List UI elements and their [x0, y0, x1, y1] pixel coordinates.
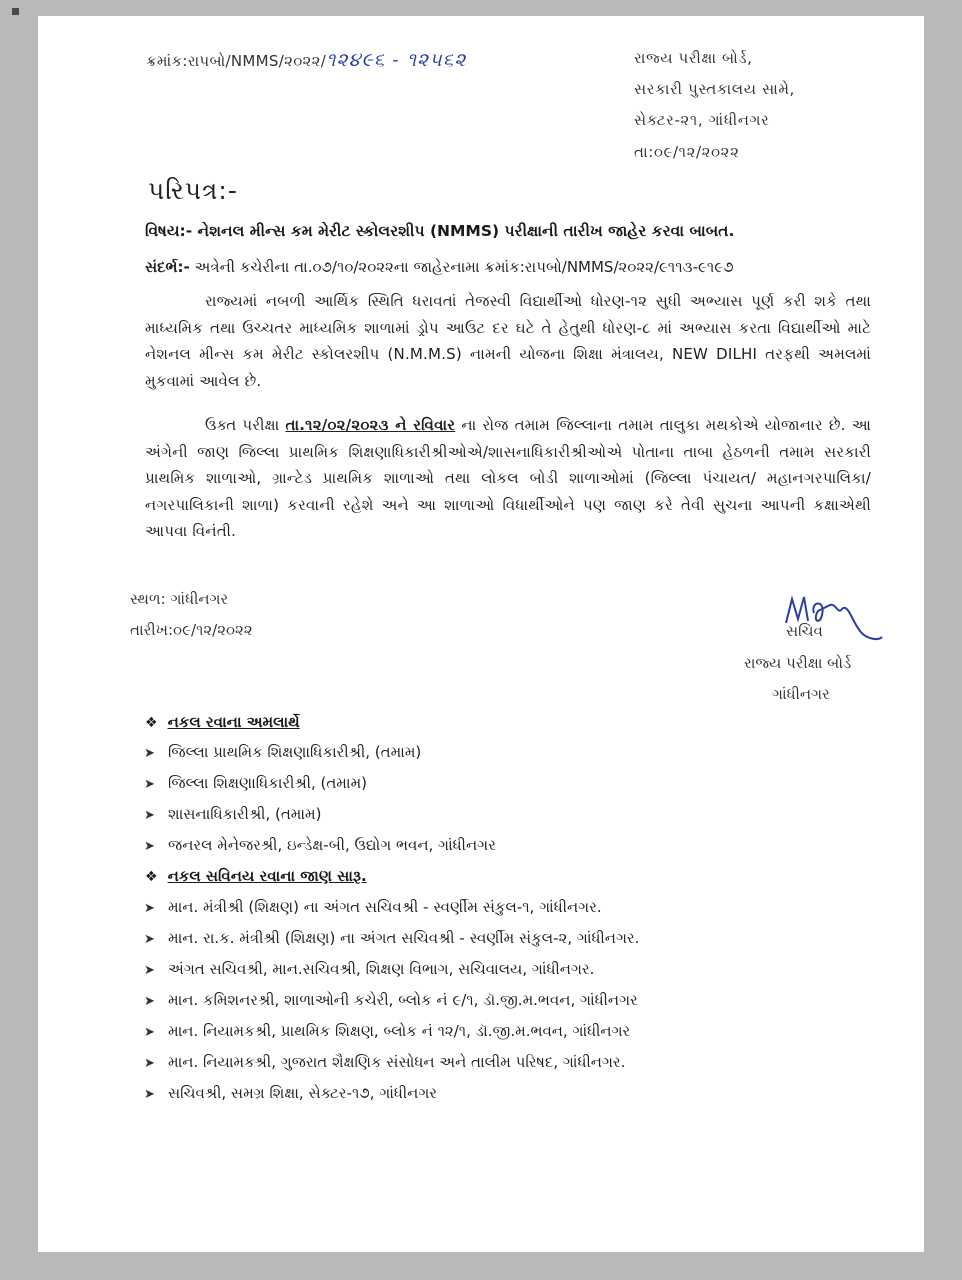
document-page: [38, 16, 924, 1252]
reference-handwritten: ૧૨૪૯૬ - ૧૨૫૬૨: [326, 49, 467, 71]
reference-printed: ક્રમાંક:રાપબો/NMMS/૨૦૨૨/: [146, 52, 327, 70]
list-item: [144, 1022, 630, 1040]
reference-label: સંદર્ભ:-: [145, 258, 190, 276]
paragraph-2-post: ના રોજ તમામ જિલ્લાના તમામ તાલુકા મથકોએ યોજાનાર છે. આ અંગેની જાણ જિલ્લા પ્રાથમિક શિક્ષણાધિકારીશ્રીઓએ/શાસનાધિકારીશ્રીઓએ પોતાના તાબા હેઠળની તમામ સરકારી પ્રાથમિક શાળાઓ, ગ્રાન્ટેડ પ્રાથમિક શાળાઓ તથા લોકલ બોડી શાળાઓમાં (જિલ્લા પંચાયત/ મહાનગરપાલિકા/નગરપાલિકાની શાળા) કરવાની રહેશે અને આ શાળાઓ વિધાર્થીઓને પણ જાણ કરે તેવી સુચના આપની કક્ષાએથી આપવા વિનંતી.: [145, 416, 871, 540]
arrow-bullet-icon: ➤: [144, 839, 155, 854]
reference-text: અત્રેની કચેરીના તા.૦૭/૧૦/૨૦૨૨ના જાહેરનામા ક્રમાંક:રાપબો/NMMS/૨૦૨૨/૯૧૧૩-૯૧૯૭: [189, 258, 734, 276]
paragraph-2-pre: ઉક્ત પરીક્ષા: [205, 416, 286, 434]
arrow-bullet-icon: ➤: [144, 808, 155, 823]
list-item: [144, 836, 496, 854]
list-item: [144, 805, 322, 823]
subject-line: વિષય:- નેશનલ મીન્સ કમ મેરીટ સ્કોલરશીપ (NMMS) પરીક્ષાની તારીખ જાહેર કરવા બાબત.: [145, 222, 735, 240]
signatory-city: ગાંધીનગર: [772, 685, 830, 703]
list-item-text: અંગત સચિવશ્રી, માન.સચિવશ્રી, શિક્ષણ વિભાગ, સચિવાલય, ગાંધીનગર.: [168, 960, 595, 978]
copy-list-2-heading: [145, 867, 367, 885]
address-line-board: રાજ્ય પરીક્ષા બોર્ડ,: [634, 49, 753, 67]
list-item: [144, 960, 594, 978]
list-item: [144, 1053, 625, 1071]
signatory-org: રાજ્ય પરીક્ષા બોર્ડ: [744, 654, 852, 672]
paragraph-1: [145, 288, 871, 394]
arrow-bullet-icon: ➤: [144, 932, 155, 947]
paragraph-1-text: રાજ્યમાં નબળી આર્થિક સ્થિતિ ધરાવતાં તેજસ્વી વિદ્યાર્થીઓ ધોરણ-૧૨ સુધી અભ્યાસ પૂર્ણ કરી શકે તથા માધ્યમિક તથા ઉચ્ચતર માધ્યમિક શાળામાં ડ્રોપ આઉટ દર ઘટે તે હેતુથી ધોરણ-૮ માં અભ્યાસ કરતા વિદ્યાર્થીઓ માટે નેશનલ મીન્સ કમ મેરીટ સ્કોલરશીપ (N.M.M.S) નામની યોજના શિક્ષા મંત્રાલય, NEW DILHI તરફથી અમલમાં મુકવામાં આવેલ છે.: [145, 292, 871, 390]
reference-line: [145, 258, 734, 276]
address-line-sector: સેક્ટર-૨૧, ગાંધીનગર: [634, 111, 770, 129]
list-item: [144, 1084, 437, 1102]
scan-corner-mark: [12, 8, 19, 15]
list-item: [144, 929, 639, 947]
diamond-bullet-icon: ❖: [145, 869, 158, 885]
paragraph-2: [145, 412, 871, 545]
list-item: [144, 898, 602, 916]
copy-list-1-label: નકલ રવાના અમલાર્થે: [167, 713, 300, 731]
list-item: [144, 743, 421, 761]
list-item-text: માન. નિયામકશ્રી, ગુજરાત શૈક્ષણિક સંસોધન અને તાલીમ પરિષદ, ગાંધીનગર.: [168, 1053, 626, 1071]
list-item-text: માન. નિયામકશ્રી, પ્રાથમિક શિક્ષણ, બ્લોક નં ૧૨/૧, ડૉ.જી.મ.ભવન, ગાંધીનગર: [168, 1022, 631, 1040]
list-item-text: માન. કમિશનરશ્રી, શાળાઓની કચેરી, બ્લોક નં ૯/૧, ડૉ.જી.મ.ભવન, ગાંધીનગર: [168, 991, 638, 1009]
arrow-bullet-icon: ➤: [144, 777, 155, 792]
issue-date: તા:૦૯/૧૨/૨૦૨૨: [634, 143, 740, 161]
reference-number: [146, 49, 466, 71]
diamond-bullet-icon: ❖: [145, 715, 158, 731]
list-item: [144, 991, 638, 1009]
circular-heading: પરિપત્ર:-: [148, 176, 238, 205]
list-item-text: સચિવશ્રી, સમગ્ર શિક્ષા, સેક્ટર-૧૭, ગાંધીનગર: [168, 1084, 438, 1102]
list-item-text: જિલ્લા શિક્ષણાધિકારીશ્રી, (તમામ): [168, 774, 368, 792]
list-item-text: શાસનાધિકારીશ્રી, (તમામ): [168, 805, 322, 823]
arrow-bullet-icon: ➤: [144, 1087, 155, 1102]
address-line-library: સરકારી પુસ્તકાલય સામે,: [634, 80, 795, 98]
exam-date: તા.૧૨/૦૨/૨૦૨૩ ને રવિવાર: [285, 416, 456, 434]
list-item: [144, 774, 367, 792]
date-line: તારીખ:૦૯/૧૨/૨૦૨૨: [130, 621, 253, 639]
list-item-text: જિલ્લા પ્રાથમિક શિક્ષણાધિકારીશ્રી, (તમામ): [168, 743, 422, 761]
arrow-bullet-icon: ➤: [144, 901, 155, 916]
copy-list-1-heading: [145, 713, 300, 731]
arrow-bullet-icon: ➤: [144, 1025, 155, 1040]
arrow-bullet-icon: ➤: [144, 963, 155, 978]
arrow-bullet-icon: ➤: [144, 994, 155, 1009]
list-item-text: જનરલ મેનેજરશ્રી, ઇન્ડેક્ષ-બી, ઉદ્યોગ ભવન, ગાંધીનગર: [168, 836, 496, 854]
list-item-text: માન. મંત્રીશ્રી (શિક્ષણ) ના અંગત સચિવશ્રી - સ્વર્ણીમ સંકુલ-૧, ગાંધીનગર.: [168, 898, 602, 916]
place-line: સ્થળ: ગાંધીનગર: [130, 590, 229, 608]
copy-list-2-label: નકલ સવિનય રવાના જાણ સારૂ.: [167, 867, 367, 885]
signatory-title: સચિવ: [786, 622, 823, 640]
arrow-bullet-icon: ➤: [144, 746, 155, 761]
list-item-text: માન. રા.ક. મંત્રીશ્રી (શિક્ષણ) ના અંગત સચિવશ્રી - સ્વર્ણીમ સંકુલ-૨, ગાંધીનગર.: [168, 929, 640, 947]
arrow-bullet-icon: ➤: [144, 1056, 155, 1071]
